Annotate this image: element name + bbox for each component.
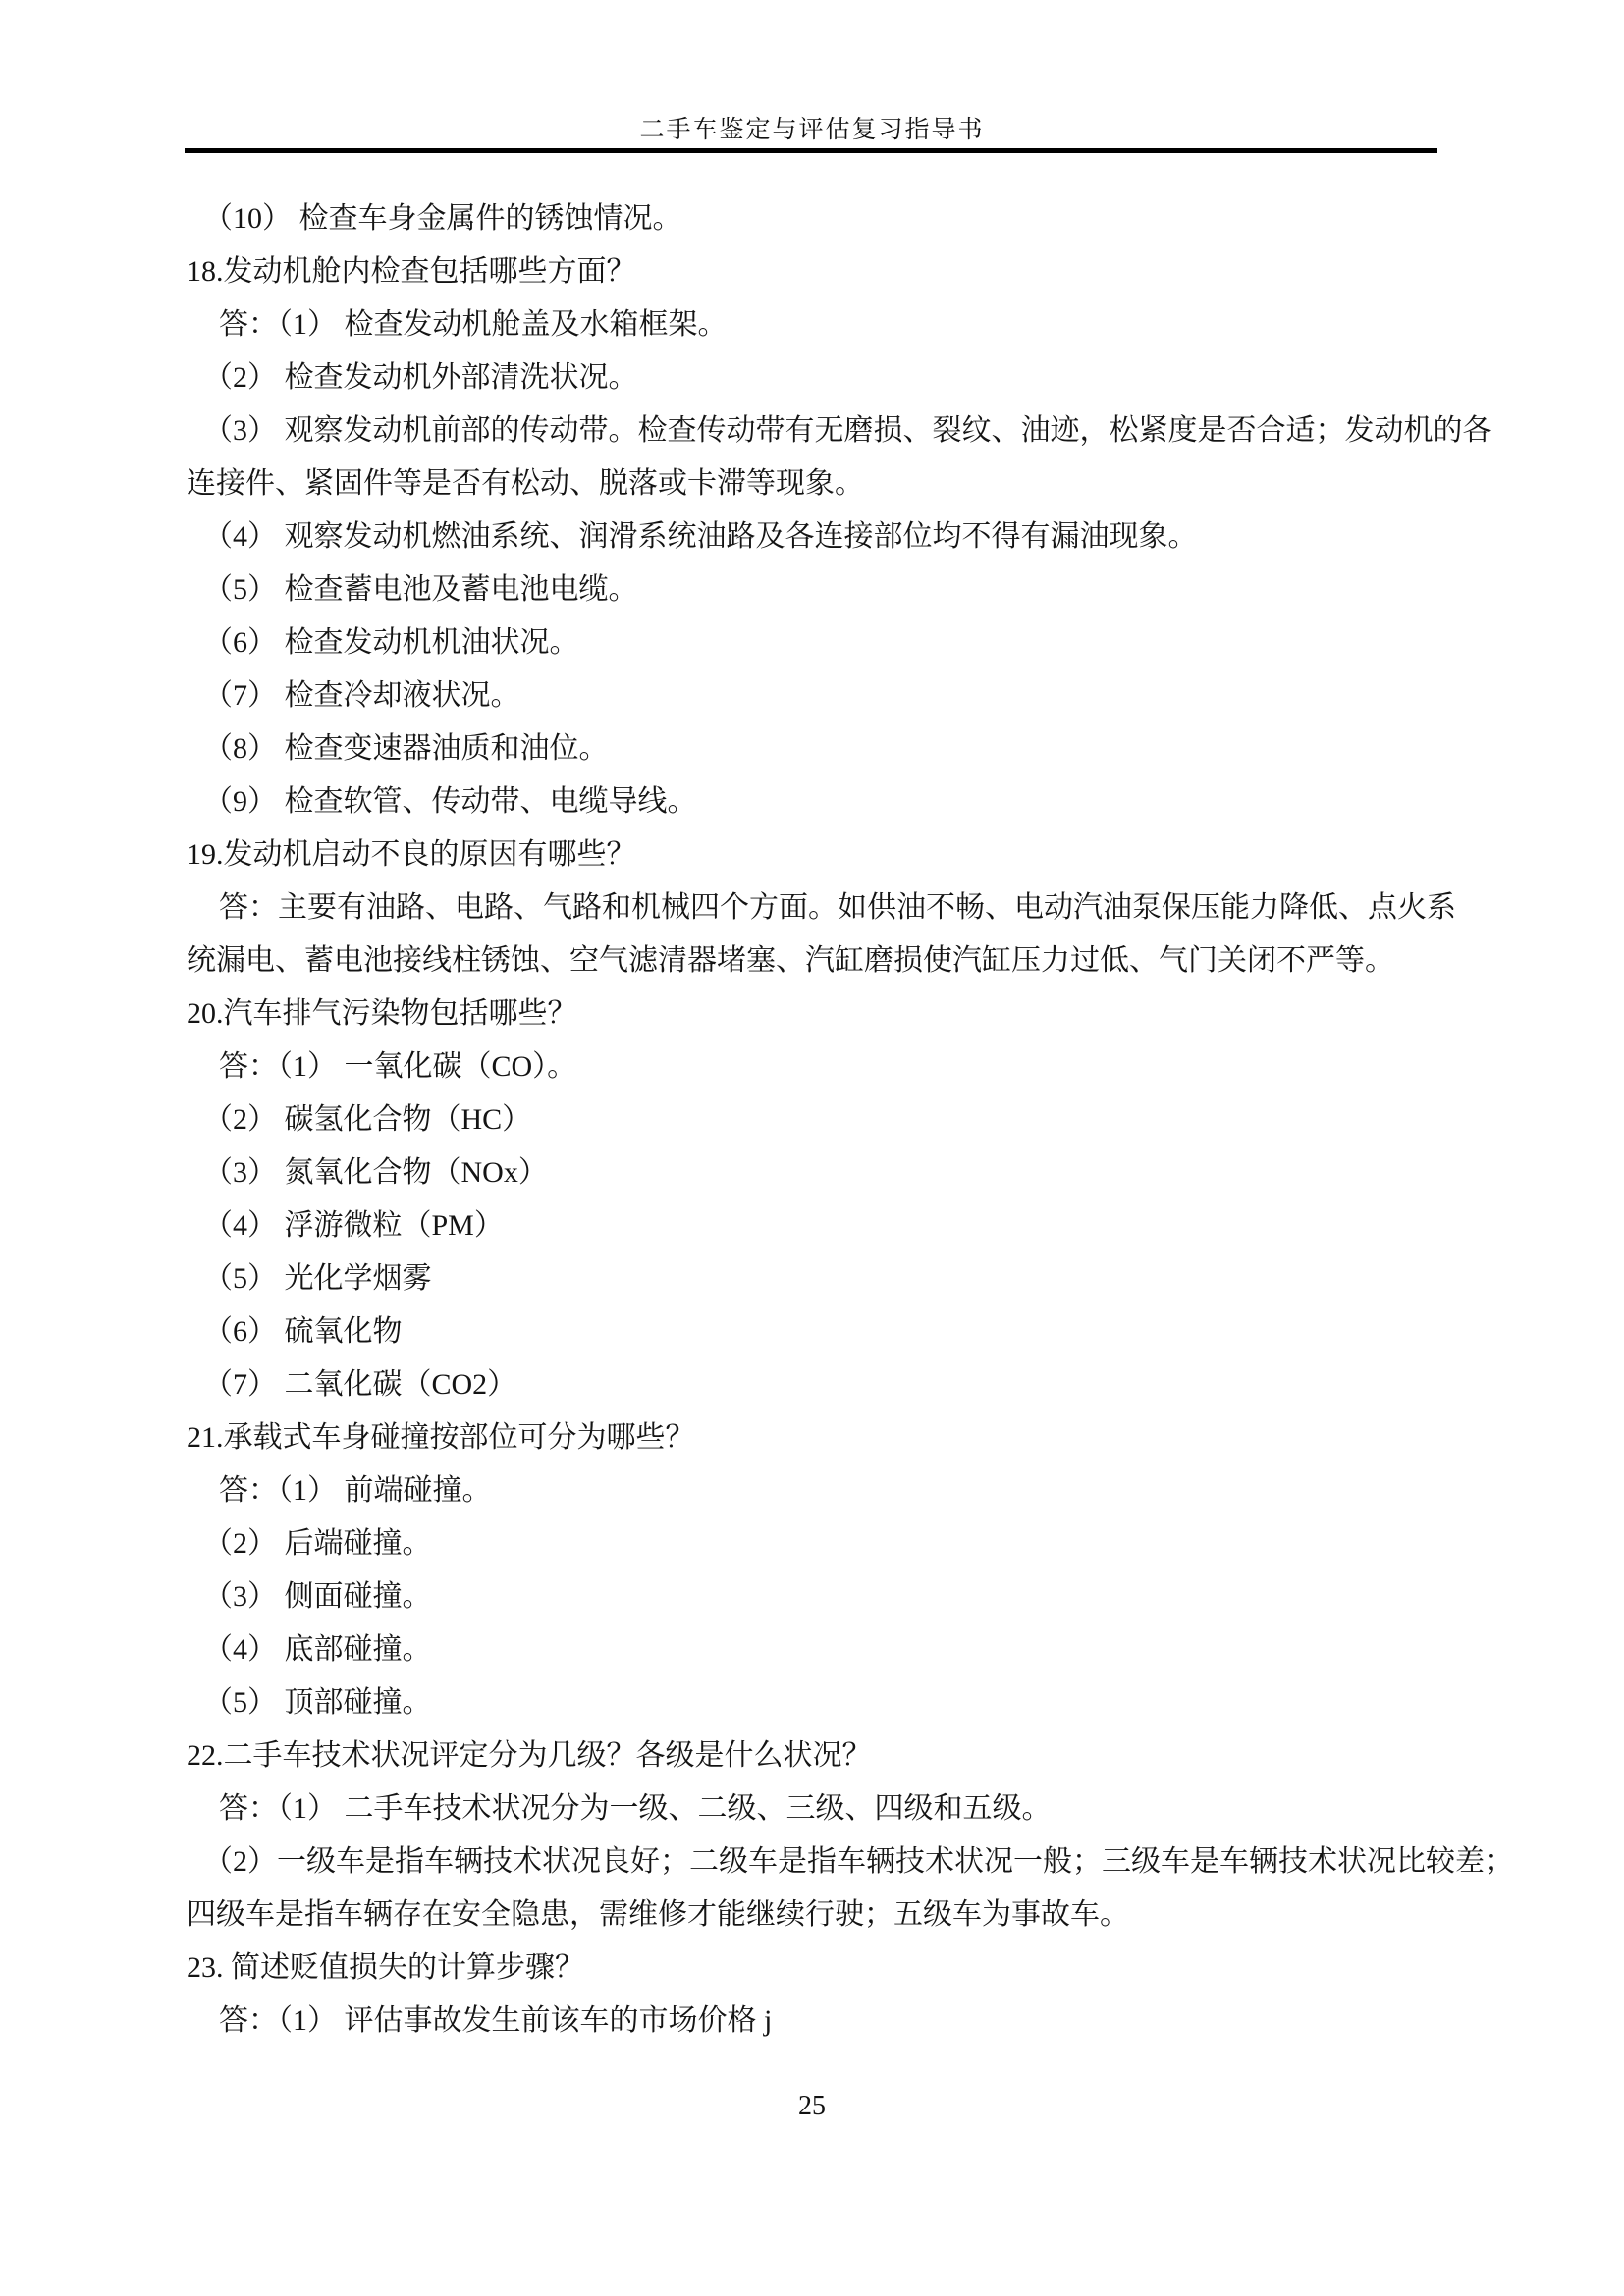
- text-line: 20.汽车排气污染物包括哪些？: [187, 997, 577, 1030]
- text-line: 18.发动机舱内检查包括哪些方面？: [187, 255, 636, 288]
- text-line: （3） 观察发动机前部的传动带。检查传动带有无磨损、裂纹、油迹，松紧度是否合适；发动机的各: [203, 414, 1492, 447]
- text-line: 答：（1） 二手车技术状况分为一级、二级、三级、四级和五级。: [219, 1792, 1052, 1825]
- text-line: （2） 后端碰撞。: [203, 1527, 432, 1560]
- document-body: [187, 192, 1514, 2048]
- text-line: 22.二手车技术状况评定分为几级？各级是什么状况？: [187, 1739, 872, 1772]
- text-line: （8） 检查变速器油质和油位。: [203, 732, 609, 765]
- text-line: （7） 检查冷却液状况。: [203, 679, 520, 712]
- text-line: 答：（1） 评估事故发生前该车的市场价格 j: [219, 2004, 773, 2037]
- text-line: 答：主要有油路、电路、气路和机械四个方面。如供油不畅、电动汽油泵保压能力降低、点火系: [219, 891, 1456, 924]
- text-line: 答：（1） 一氧化碳（CO）。: [219, 1050, 577, 1083]
- text-line: 19.发动机启动不良的原因有哪些？: [187, 838, 636, 871]
- text-line: （6） 硫氧化物: [203, 1315, 403, 1348]
- text-line: （6） 检查发动机机油状况。: [203, 626, 579, 659]
- text-line: （4） 观察发动机燃油系统、润滑系统油路及各连接部位均不得有漏油现象。: [203, 520, 1198, 553]
- text-line: （5） 光化学烟雾: [203, 1262, 432, 1295]
- page-header-title: 二手车鉴定与评估复习指导书: [639, 117, 985, 143]
- text-line: 连接件、紧固件等是否有松动、脱落或卡滞等现象。: [187, 467, 864, 500]
- page-number: 25: [798, 2091, 826, 2121]
- text-line: （5） 顶部碰撞。: [203, 1686, 432, 1719]
- header-rule: [185, 148, 1437, 153]
- text-line: 21.承载式车身碰撞按部位可分为哪些？: [187, 1421, 695, 1454]
- text-line: （3） 侧面碰撞。: [203, 1580, 432, 1613]
- text-line: （9） 检查软管、传动带、电缆导线。: [203, 785, 697, 818]
- text-line: （10） 检查车身金属件的锈蚀情况。: [203, 202, 682, 235]
- text-line: 23. 简述贬值损失的计算步骤？: [187, 1951, 584, 1984]
- text-line: （2） 检查发动机外部清洗状况。: [203, 361, 638, 394]
- text-line: 答：（1） 前端碰撞。: [219, 1474, 492, 1507]
- text-line: （7） 二氧化碳（CO2）: [203, 1368, 517, 1401]
- text-line: （4） 浮游微粒（PM）: [203, 1209, 504, 1242]
- text-line: 答：（1） 检查发动机舱盖及水箱框架。: [219, 308, 728, 341]
- text-line: （3） 氮氧化合物（NOx）: [203, 1156, 548, 1189]
- text-line: 四级车是指车辆存在安全隐患，需维修才能继续行驶；五级车为事故车。: [187, 1898, 1129, 1931]
- text-line: （2）一级车是指车辆技术状况良好；二级车是指车辆技术状况一般；三级车是车辆技术状况比较差；: [203, 1845, 1514, 1878]
- text-line: （2） 碳氢化合物（HC）: [203, 1103, 532, 1136]
- text-line: （5） 检查蓄电池及蓄电池电缆。: [203, 573, 638, 606]
- text-line: （4） 底部碰撞。: [203, 1633, 432, 1666]
- text-line: 统漏电、蓄电池接线柱锈蚀、空气滤清器堵塞、汽缸磨损使汽缸压力过低、气门关闭不严等。: [187, 944, 1394, 977]
